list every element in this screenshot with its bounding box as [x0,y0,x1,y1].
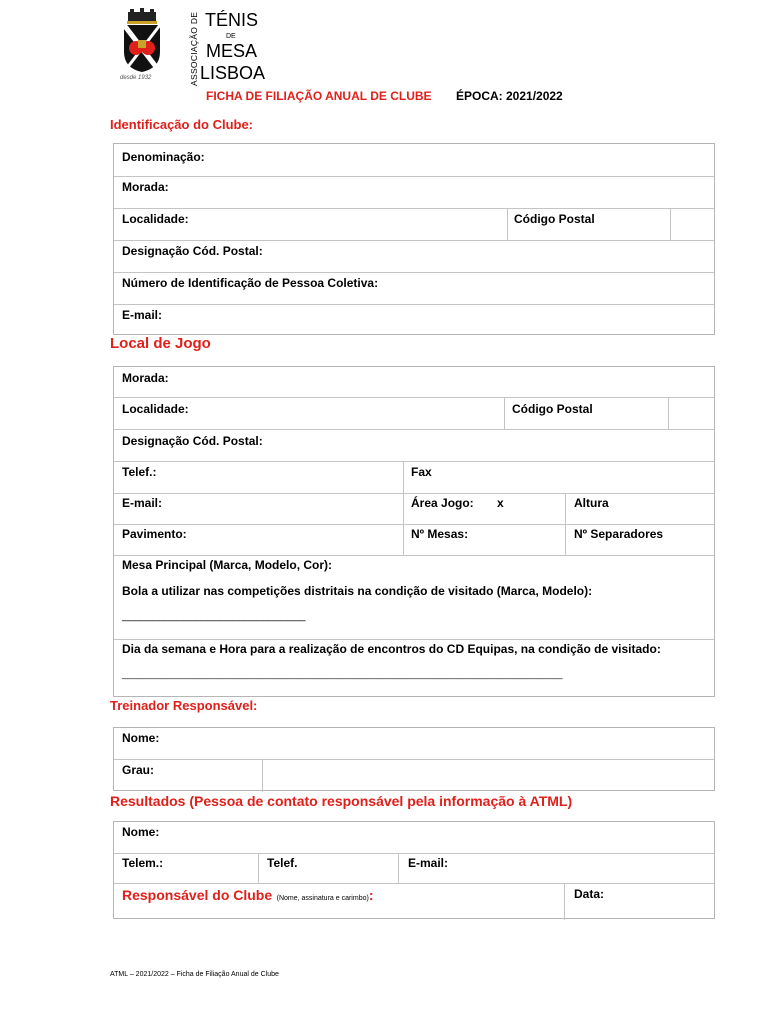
num-separadores-label: Nº Separadores [574,527,664,541]
section-title-treinador: Treinador Responsável: [110,698,258,713]
jogo-morada-field[interactable] [184,369,708,395]
data-label: Data: [574,887,605,901]
club-designacao-field[interactable] [274,243,708,269]
resultados-email-field[interactable] [459,855,708,881]
resultados-telem-label: Telem.: [122,856,164,870]
treinador-box [113,727,715,791]
atml-logo [118,8,278,86]
club-localidade-field[interactable] [204,211,498,237]
jogo-email-label: E-mail: [122,496,163,510]
logo-mesa: MESA [206,41,258,61]
dia-semana-label: Dia da semana e Hora para a realização de encontros do CD Equipas, na condição de visitado: [122,642,661,656]
area-jogo-x: x [497,496,504,510]
club-codigo-postal-label: Código Postal [514,212,595,226]
jogo-fax-field[interactable] [444,464,708,490]
resultados-nome-label: Nome: [122,825,160,839]
responsavel-note: (Nome, assinatura e carimbo) [276,895,369,902]
pavimento-field[interactable] [194,526,398,552]
jogo-designacao-label: Designação Cód. Postal: [122,434,263,448]
logo-de: DE [226,33,236,40]
jogo-telef-label: Telef.: [122,465,157,479]
treinador-grau-field[interactable] [268,763,712,789]
mesa-principal-label: Mesa Principal (Marca, Modelo, Cor): [122,558,333,572]
dia-semana-line: ________________________________________________________________________________________ [122,669,563,679]
jogo-telef-field[interactable] [174,464,398,490]
logo-vertical-text: ASSOCIAÇÃO DE [189,11,199,86]
club-localidade-label: Localidade: [122,212,189,226]
section-title-club-id: Identificação do Clube: [110,117,254,132]
resultados-telem-field[interactable] [172,855,256,881]
local-jogo-box [113,366,715,697]
nipc-label: Número de Identificação de Pessoa Coletiva: [122,276,379,290]
num-mesas-label: Nº Mesas: [411,527,469,541]
jogo-designacao-field[interactable] [274,432,708,458]
page-footer: ATML – 2021/2022 – Ficha de Filiação Anual de Clube [110,971,279,978]
denominacao-field[interactable] [214,147,708,173]
logo-tenis: TÉNIS [205,10,259,30]
denominacao-label: Denominação: [122,150,205,164]
area-jogo-label: Área Jogo: [411,496,474,510]
club-morada-field[interactable] [184,179,708,205]
pavimento-label: Pavimento: [122,527,187,541]
club-id-box [113,143,715,335]
treinador-nome-field[interactable] [174,730,708,756]
jogo-codigo-postal-label: Código Postal [512,402,593,416]
bola-label: Bola a utilizar nas competições distritais na condição de visitado (Marca, Modelo): [122,584,593,598]
resultados-telef-label: Telef. [267,856,298,870]
section-title-local-jogo: Local de Jogo [110,335,211,352]
jogo-codigo-postal-field[interactable] [672,400,714,426]
jogo-localidade-field[interactable] [204,400,498,426]
crest-caption: desde 1932 [120,75,152,81]
responsavel-colon: : [368,887,374,903]
jogo-email-field[interactable] [174,495,398,521]
resultados-telef-field[interactable] [309,855,393,881]
section-title-resultados: Resultados (Pessoa de contato responsável pela informação à ATML) [110,793,573,809]
jogo-fax-label: Fax [411,465,432,479]
data-field[interactable] [614,886,712,912]
resultados-nome-field[interactable] [174,824,708,850]
crest-icon [118,8,166,78]
club-codigo-postal-field[interactable] [674,211,716,237]
season-label: ÉPOCA: [456,89,503,103]
club-morada-label: Morada: [122,180,169,194]
treinador-grau-label: Grau: [122,763,155,777]
nipc-field[interactable] [384,275,708,301]
jogo-morada-label: Morada: [122,371,169,385]
logo-lisboa: LISBOA [200,63,266,83]
club-designacao-label: Designação Cód. Postal: [122,244,263,258]
resultados-email-label: E-mail: [408,856,449,870]
season-value: 2021/2022 [506,89,563,103]
resultados-box [113,821,715,919]
treinador-nome-label: Nome: [122,731,160,745]
jogo-localidade-label: Localidade: [122,402,189,416]
club-email-label: E-mail: [122,308,163,322]
form-title: FICHA DE FILIAÇÃO ANUAL DE CLUBE [206,89,432,103]
bola-line: ______________________________ [122,610,306,622]
responsavel-clube [122,887,373,905]
altura-label: Altura [574,496,609,510]
club-email-field[interactable] [174,307,708,333]
responsavel-label: Responsável do Clube [122,887,273,903]
